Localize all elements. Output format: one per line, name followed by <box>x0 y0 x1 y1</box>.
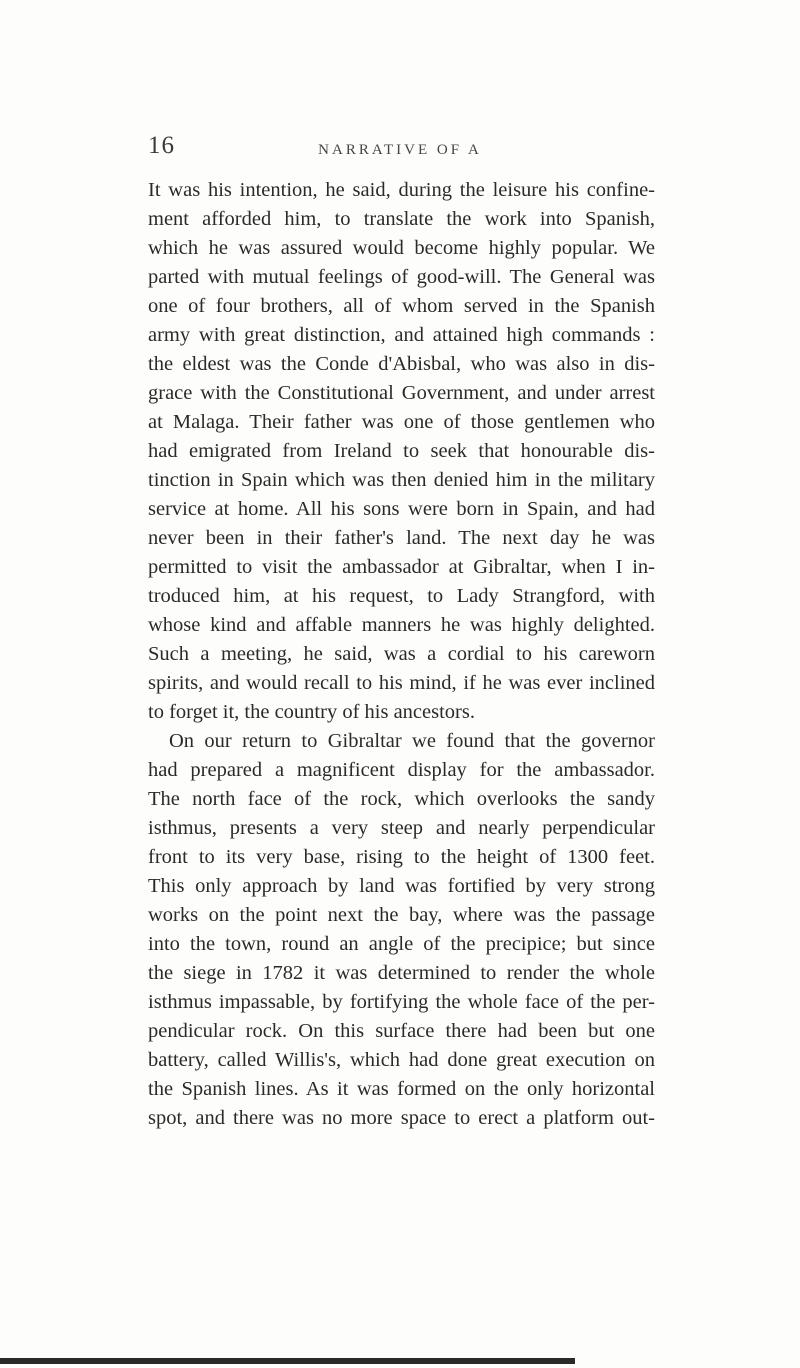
text-line: grace with the Constitutional Government, and under arrest <box>148 382 655 404</box>
text-line: at Malaga. Their father was one of those gentlemen who <box>148 411 655 433</box>
text-line: never been in their father's land. The next day he was <box>148 527 655 549</box>
text-line: ment afforded him, to translate the work into Spanish, <box>148 208 655 230</box>
text-line: whose kind and affable manners he was highly delighted. <box>148 614 655 636</box>
text-line: isthmus, presents a very steep and nearly perpendicular <box>148 817 655 839</box>
text-line: tinction in Spain which was then denied him in the military <box>148 469 655 491</box>
text-line: Such a meeting, he said, was a cordial to his careworn <box>148 643 655 665</box>
body-text <box>148 176 655 1133</box>
text-line: It was his intention, he said, during the leisure his confine- <box>148 179 655 201</box>
text-line: spirits, and would recall to his mind, if he was ever inclined <box>148 672 655 694</box>
text-line: had emigrated from Ireland to seek that honourable dis- <box>148 440 655 462</box>
text-line: parted with mutual feelings of good-will. The General was <box>148 266 655 288</box>
text-line: This only approach by land was fortified by very strong <box>148 875 655 897</box>
text-line: spot, and there was no more space to erect a platform out- <box>148 1107 655 1129</box>
text-line: the Spanish lines. As it was formed on the only horizontal <box>148 1078 655 1100</box>
text-line: army with great distinction, and attained high commands : <box>148 324 655 346</box>
text-line: troduced him, at his request, to Lady Strangford, with <box>148 585 655 607</box>
text-line: front to its very base, rising to the height of 1300 feet. <box>148 846 655 868</box>
scan-edge-rule <box>0 1358 575 1364</box>
text-line: one of four brothers, all of whom served in the Spanish <box>148 295 655 317</box>
running-head: NARRATIVE OF A <box>318 142 482 158</box>
text-line: to forget it, the country of his ancestors. <box>148 701 475 723</box>
page-number: 16 <box>148 132 175 159</box>
text-line: On our return to Gibraltar we found that the governor <box>169 730 655 752</box>
text-line: had prepared a magnificent display for the ambassador. <box>148 759 655 781</box>
text-line: service at home. All his sons were born in Spain, and had <box>148 498 655 520</box>
text-line: into the town, round an angle of the precipice; but since <box>148 933 655 955</box>
text-line: pendicular rock. On this surface there had been but one <box>148 1020 655 1042</box>
text-line: works on the point next the bay, where was the passage <box>148 904 655 926</box>
text-line: the eldest was the Conde d'Abisbal, who was also in dis- <box>148 353 655 375</box>
text-line: which he was assured would become highly popular. We <box>148 237 655 259</box>
text-line: battery, called Willis's, which had done great execution on <box>148 1049 655 1071</box>
text-line: The north face of the rock, which overlooks the sandy <box>148 788 655 810</box>
text-line: the siege in 1782 it was determined to render the whole <box>148 962 655 984</box>
text-line: isthmus impassable, by fortifying the whole face of the per- <box>148 991 655 1013</box>
text-line: permitted to visit the ambassador at Gibraltar, when I in- <box>148 556 655 578</box>
